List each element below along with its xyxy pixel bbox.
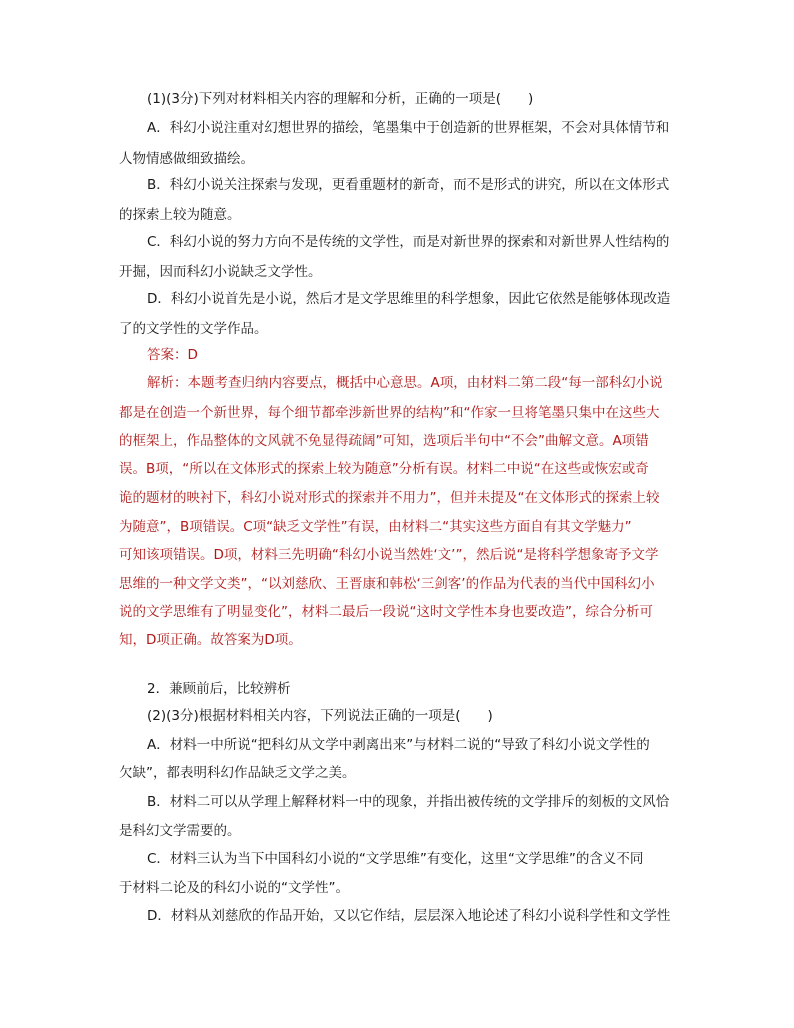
q1-option-d-line2: 了的文学性的文学作品。 <box>119 321 268 337</box>
q1-analysis-line: 误。B项，“所以在文体形式的探索上较为随意”分析有误。材料二中说“在这些或恢宏或奇 <box>119 461 649 477</box>
q2-option-b-line2: 是科幻文学需要的。 <box>119 823 241 839</box>
q1-option-c-line1: C．科幻小说的努力方向不是传统的文学性，而是对新世界的探索和对新世界人性结构的 <box>147 234 670 250</box>
q1-analysis-line: 解析：本题考查归纳内容要点，概括中心意思。A项，由材料二第二段“每一部科幻小说 <box>147 375 663 391</box>
q1-analysis-line: 知，D项正确。故答案为D项。 <box>119 632 302 648</box>
q1-option-a-line1: A．科幻小说注重对幻想世界的描绘，笔墨集中于创造新的世界框架，不会对具体情节和 <box>147 120 670 136</box>
q2-option-a-line2: 欠缺”，都表明科幻作品缺乏文学之美。 <box>119 765 356 781</box>
q2-option-c-line1: C．材料三认为当下中国科幻小说的“文学思维”有变化，这里“文学思维”的含义不同 <box>147 851 644 867</box>
q1-stem: (1)(3分)下列对材料相关内容的理解和分析，正确的一项是( ) <box>147 91 534 107</box>
q2-option-b-line1: B．材料二可以从学理上解释材料一中的现象，并指出被传统的文学排斥的刻板的文风恰 <box>147 794 670 810</box>
q2-stem: (2)(3分)根据材料相关内容，下列说法正确的一项是( ) <box>147 708 493 724</box>
q1-option-c-line2: 开掘，因而科幻小说缺乏文学性。 <box>119 264 322 280</box>
q1-option-b-line1: B．科幻小说关注探索与发现，更看重题材的新奇，而不是形式的讲究，所以在文体形式 <box>147 177 670 193</box>
q1-analysis-line: 思维的一种文学文类”，“以刘慈欣、王晋康和韩松‘三剑客’的作品为代表的当代中国科幻小 <box>119 576 655 592</box>
q2-option-c-line2: 于材料二论及的科幻小说的“文学性”。 <box>119 880 349 896</box>
q1-analysis-line: 为随意”，B项错误。C项“缺乏文学性”有误，由材料二“其实这些方面自有其文学魅力” <box>119 519 632 535</box>
q1-analysis-line: 的框架上，作品整体的文风就不免显得疏阔”可知，选项后半句中“不会”曲解文意。A项错 <box>119 433 649 449</box>
q1-answer: 答案：D <box>147 347 198 363</box>
q1-analysis-line: 都是在创造一个新世界，每个细节都牵涉新世界的结构”和“作家一旦将笔墨只集中在这些大 <box>119 405 660 421</box>
q1-analysis-line: 诡的题材的映衬下，科幻小说对形式的探索并不用力”，但并未提及“在文体形式的探索上较 <box>119 490 660 506</box>
section-2-heading: 2．兼顾前后，比较辨析 <box>147 681 291 697</box>
q1-option-d-line1: D．科幻小说首先是小说，然后才是文学思维里的科学想象，因此它依然是能够体现改造 <box>147 291 671 307</box>
q1-analysis-line: 可知该项错误。D项，材料三先明确“科幻小说当然姓‘文’”，然后说“是将科学想象寄予文学 <box>119 547 659 563</box>
q2-option-d-line1: D．材料从刘慈欣的作品开始，又以它作结，层层深入地论述了科幻小说科学性和文学性 <box>147 908 671 924</box>
q2-option-a-line1: A．材料一中所说“把科幻从文学中剥离出来”与材料二说的“导致了科幻小说文学性的 <box>147 737 650 753</box>
q1-option-b-line2: 的探索上较为随意。 <box>119 207 241 223</box>
q1-analysis-line: 说的文学思维有了明显变化”，材料二最后一段说“这时文学性本身也要改造”，综合分析可 <box>119 604 653 620</box>
q1-option-a-line2: 人物情感做细致描绘。 <box>119 151 254 167</box>
